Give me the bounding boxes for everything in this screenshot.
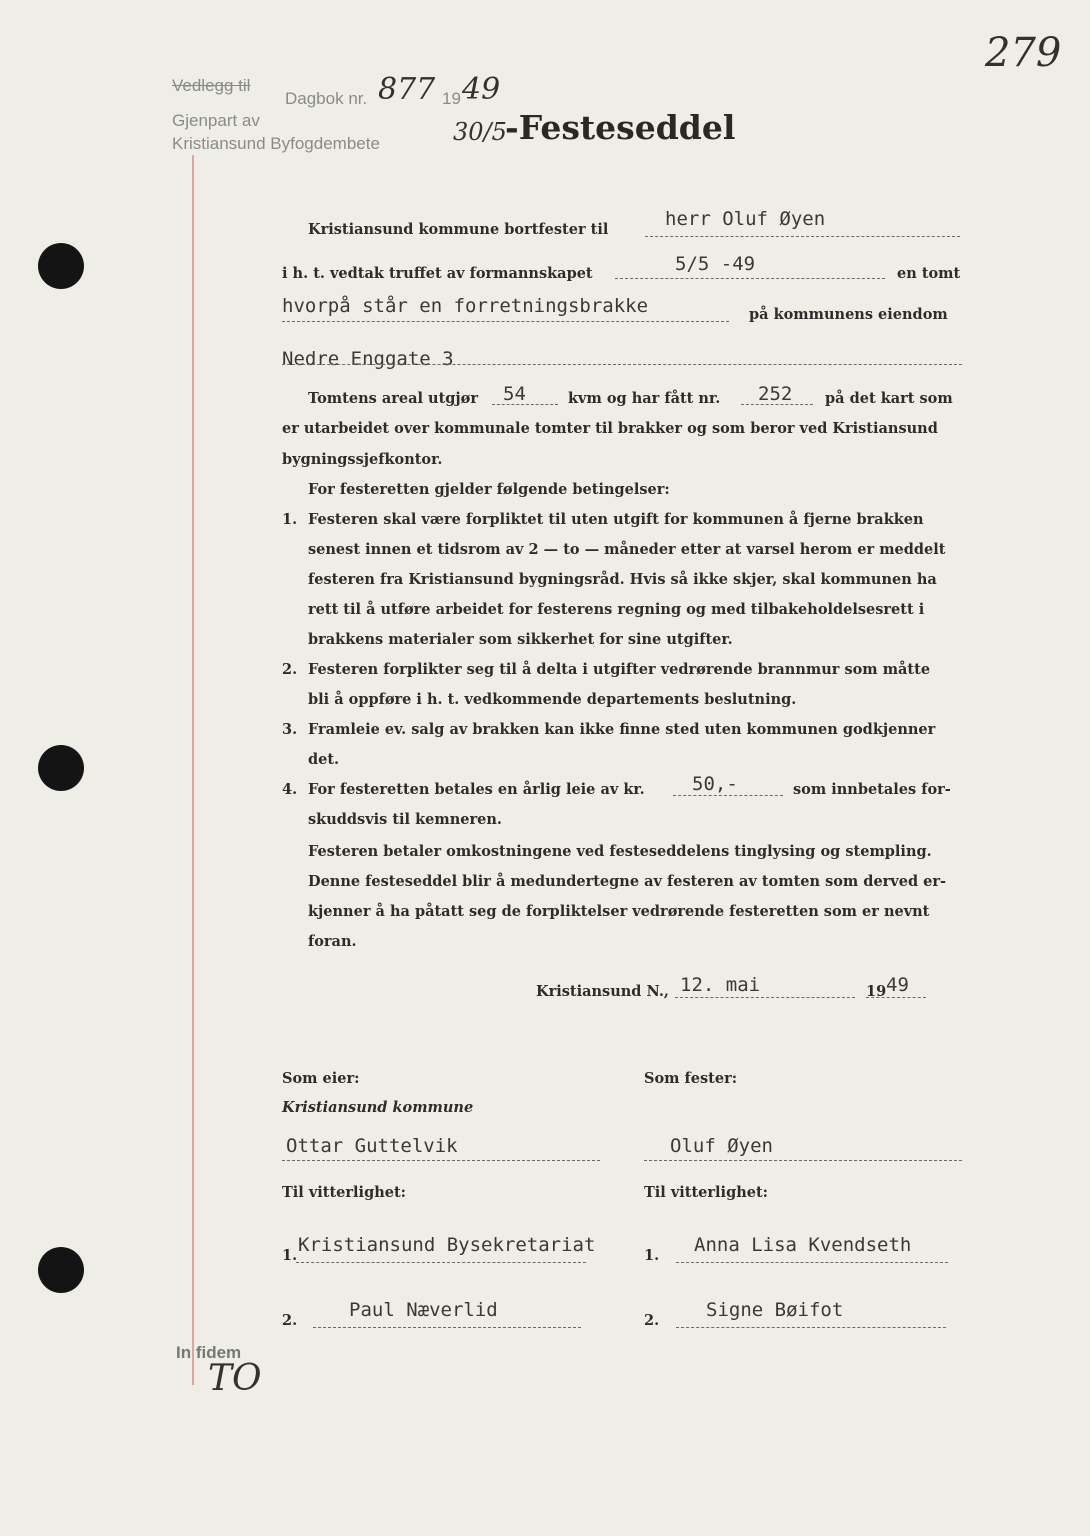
condition-1-line: senest innen et tidsrom av 2 — to — måneder etter at varsel herom er meddelt [308,541,946,558]
dateline-place: Kristiansund N., [536,983,669,1000]
condition-4-number: 4. [282,781,298,798]
stamp-office: Kristiansund Byfogdembete [172,134,380,153]
conditions-heading: For festeretten gjelder følgende betingelser: [308,481,670,498]
intro-line6: bygningssjefkontor. [282,451,443,468]
intro-line2-label: i h. t. vedtak truffet av formannskapet [282,265,593,282]
condition-4-suffix: som innbetales for- [793,781,951,798]
intro-line3-suffix: på kommunens eiendom [749,306,948,323]
fill-line [282,364,962,365]
decision-date: 5/5 -49 [675,253,756,275]
cosign-paragraph: kjenner å ha påtatt seg de forpliktelser vedrørende festeretten som er nevnt [308,903,930,920]
fees-paragraph: Festeren betaler omkostningene ved festeseddelens tinglysing og stempling. [308,843,932,860]
tenant-name: herr Oluf Øyen [665,208,826,230]
in-fidem-stamp: In fidem [176,1343,242,1362]
condition-2-line: bli å oppføre i h. t. vedkommende departements beslutning. [308,691,797,708]
owner-witness-label: Til vitterlighet: [282,1184,407,1201]
intro-line2-suffix: en tomt [897,265,961,282]
signature-line [644,1160,962,1161]
area-mid-text: kvm og har fått nr. [568,390,721,407]
owner-witness-2-number: 2. [282,1312,298,1329]
area-suffix: på det kart som [825,390,953,407]
signature-line [313,1327,581,1328]
condition-1-line: rett til å utføre arbeidet for festerens regning og med tilbakeholdelsesrett i [308,601,925,618]
owner-organization: Kristiansund kommune [282,1099,474,1116]
condition-1-number: 1. [282,511,298,528]
received-date: 30/5 [453,118,507,146]
fill-line [741,404,813,405]
tenant-witness-2-number: 2. [644,1312,660,1329]
condition-1-line: festeren fra Kristiansund bygningsråd. Hvis så ikke skjer, skal kommunen ha [308,571,937,588]
fill-line [645,236,960,237]
fill-line [866,997,926,998]
owner-label: Som eier: [282,1070,360,1087]
binder-hole [38,1247,84,1293]
condition-1-line: brakkens materialer som sikkerhet for sine utgifter. [308,631,733,648]
signature-line [676,1262,948,1263]
tenant-witness-2: Signe Bøifot [706,1299,844,1321]
fill-line [282,321,729,322]
area-value: 54 [503,383,526,405]
binder-hole [38,745,84,791]
owner-witness-1-number: 1. [282,1247,298,1264]
binder-hole [38,243,84,289]
stamp-vedlegg: Vedlegg til [172,76,251,95]
tenant-witness-1: Anna Lisa Kvendseth [694,1234,912,1256]
stamp-dagbok-label: Dagbok nr. [285,89,368,108]
tenant-signature: Oluf Øyen [670,1135,773,1157]
condition-4-line: For festeretten betales en årlig leie av kr. [308,781,645,798]
fill-line [673,795,783,796]
condition-2-line: Festeren forplikter seg til å delta i utgifter vedrørende brannmur som måtte [308,661,931,678]
margin-rule [192,155,194,1385]
owner-witness-1: Kristiansund Bysekretariat [298,1234,596,1256]
journal-number: 877 [378,72,436,107]
dateline-year-prefix: 19 [866,983,887,1000]
fill-line [675,997,855,998]
tenant-witness-label: Til vitterlighet: [644,1184,769,1201]
document-title: -Festeseddel [505,108,736,147]
journal-year: 49 [462,72,501,107]
owner-signature: Ottar Guttelvik [286,1135,458,1157]
dateline-year: 49 [886,974,909,996]
fill-line [492,404,558,405]
rent-amount: 50,- [692,773,738,795]
condition-2-number: 2. [282,661,298,678]
page-number: 279 [985,30,1062,76]
initials: TO [208,1358,262,1399]
intro-line1-label: Kristiansund kommune bortfester til [308,221,609,238]
property-address: Nedre Enggate 3 [282,348,454,370]
signature-line [296,1262,586,1263]
tenant-label: Som fester: [644,1070,738,1087]
area-label: Tomtens areal utgjør [308,390,478,407]
signature-line [676,1327,946,1328]
condition-1-line: Festeren skal være forpliktet til uten utgift for kommunen å fjerne brakken [308,511,924,528]
condition-3-number: 3. [282,721,298,738]
dateline-date: 12. mai [680,974,761,996]
stamp-gjenpart: Gjenpart av [172,111,260,130]
owner-witness-2: Paul Næverlid [349,1299,498,1321]
condition-3-line: Framleie ev. salg av brakken kan ikke finne sted uten kommunen godkjenner [308,721,936,738]
property-description: hvorpå står en forretningsbrakke [282,295,649,317]
cosign-paragraph: Denne festeseddel blir å medundertegne av festeren av tomten som derved er- [308,873,947,890]
tenant-witness-1-number: 1. [644,1247,660,1264]
condition-3-line: det. [308,751,340,768]
cosign-paragraph: foran. [308,933,357,950]
stamp-year-prefix: 19 [442,89,461,108]
fill-line [615,278,885,279]
signature-line [282,1160,600,1161]
condition-4-line: skuddsvis til kemneren. [308,811,502,828]
plot-number: 252 [758,383,793,405]
intro-line5: er utarbeidet over kommunale tomter til brakker og som beror ved Kristiansund [282,420,938,437]
